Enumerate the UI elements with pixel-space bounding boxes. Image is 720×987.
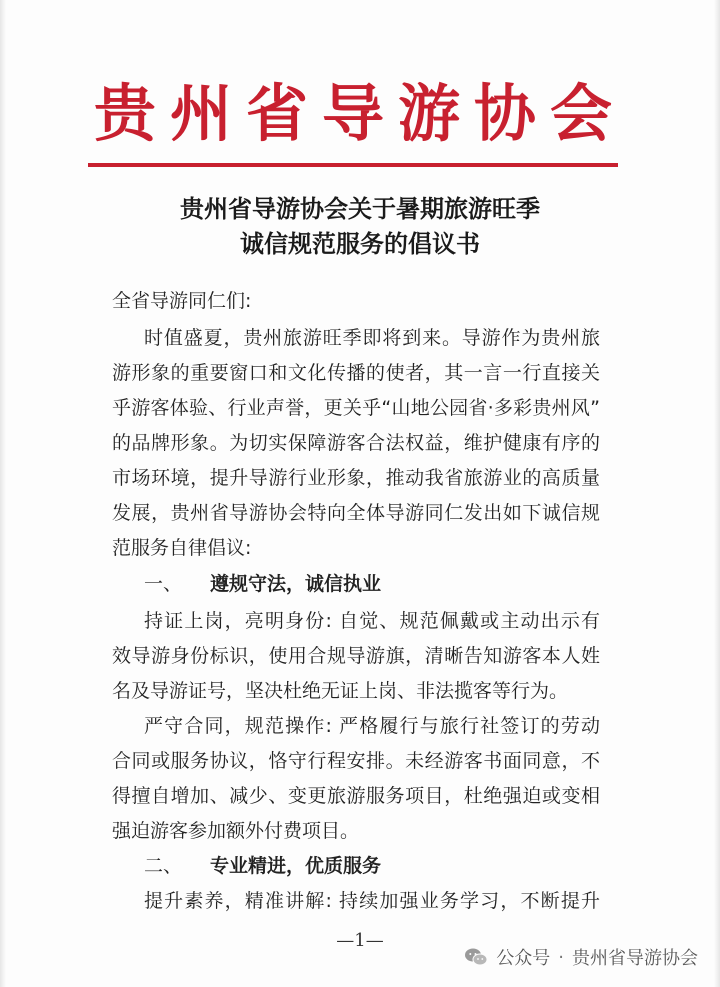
section1-para1-line: 效导游身份标识，使用合规导游旗，清晰告知游客本人姓 [112, 645, 600, 667]
document-title-line-1: 贵州省导游协会关于暑期旅游旺季 [180, 195, 540, 223]
intro-line: 的品牌形象。为切实保障游客合法权益，维护健康有序的 [112, 432, 600, 454]
intro-line: 发展，贵州省导游协会特向全体导游同仁发出如下诚信规 [112, 502, 600, 524]
section1-para2-line: 严守合同，规范操作: 严格履行与旅行社签订的劳动 [144, 715, 600, 737]
section-number: 一、 [144, 573, 183, 595]
salutation: 全省导游同仁们: [112, 290, 252, 312]
intro-line: 范服务自律倡议: [112, 537, 252, 559]
intro-line: 游形象的重要窗口和文化传播的使者，其一言一行直接关 [112, 362, 600, 384]
section2-para1-line: 提升素养，精准讲解: 持续加强业务学习，不断提升 [144, 890, 600, 912]
section1-para1-line: 持证上岗，亮明身份: 自觉、规范佩戴或主动出示有 [144, 610, 600, 632]
section-number: 二、 [144, 855, 183, 877]
section1-para1-line: 名及导游证号，坚决杜绝无证上岗、非法揽客等行为。 [112, 680, 569, 702]
section-title: 专业精进，优质服务 [210, 855, 382, 877]
section1-para2-line: 强迫游客参加额外付费项目。 [112, 820, 360, 842]
watermark-account: 贵州省导游协会 [572, 948, 698, 969]
page-number: —1— [336, 930, 384, 951]
section-heading-2 [144, 853, 381, 879]
wechat-icon [464, 947, 488, 967]
watermark-prefix: 公众号 [496, 948, 551, 969]
intro-line: 市场环境，提升导游行业形象，推动我省旅游业的高质量 [112, 467, 600, 489]
document-title-line-2: 诚信规范服务的倡议书 [240, 230, 480, 258]
header-red-rule [88, 163, 618, 167]
organization-header: 贵州省导游协会 [93, 77, 626, 150]
intro-line: 乎游客体验、行业声誉，更关乎“山地公园省·多彩贵州风” [112, 397, 600, 419]
section-title: 遵规守法，诚信执业 [210, 573, 382, 595]
intro-line: 时值盛夏，贵州旅游旺季即将到来。导游作为贵州旅 [144, 327, 600, 349]
watermark-separator: · [558, 946, 564, 968]
section1-para2-line: 合同或服务协议，恪守行程安排。未经游客书面同意，不 [112, 750, 600, 772]
section-heading-1 [144, 571, 381, 597]
wechat-watermark [464, 944, 698, 970]
section1-para2-line: 得擅自增加、减少、变更旅游服务项目，杜绝强迫或变相 [112, 785, 600, 807]
